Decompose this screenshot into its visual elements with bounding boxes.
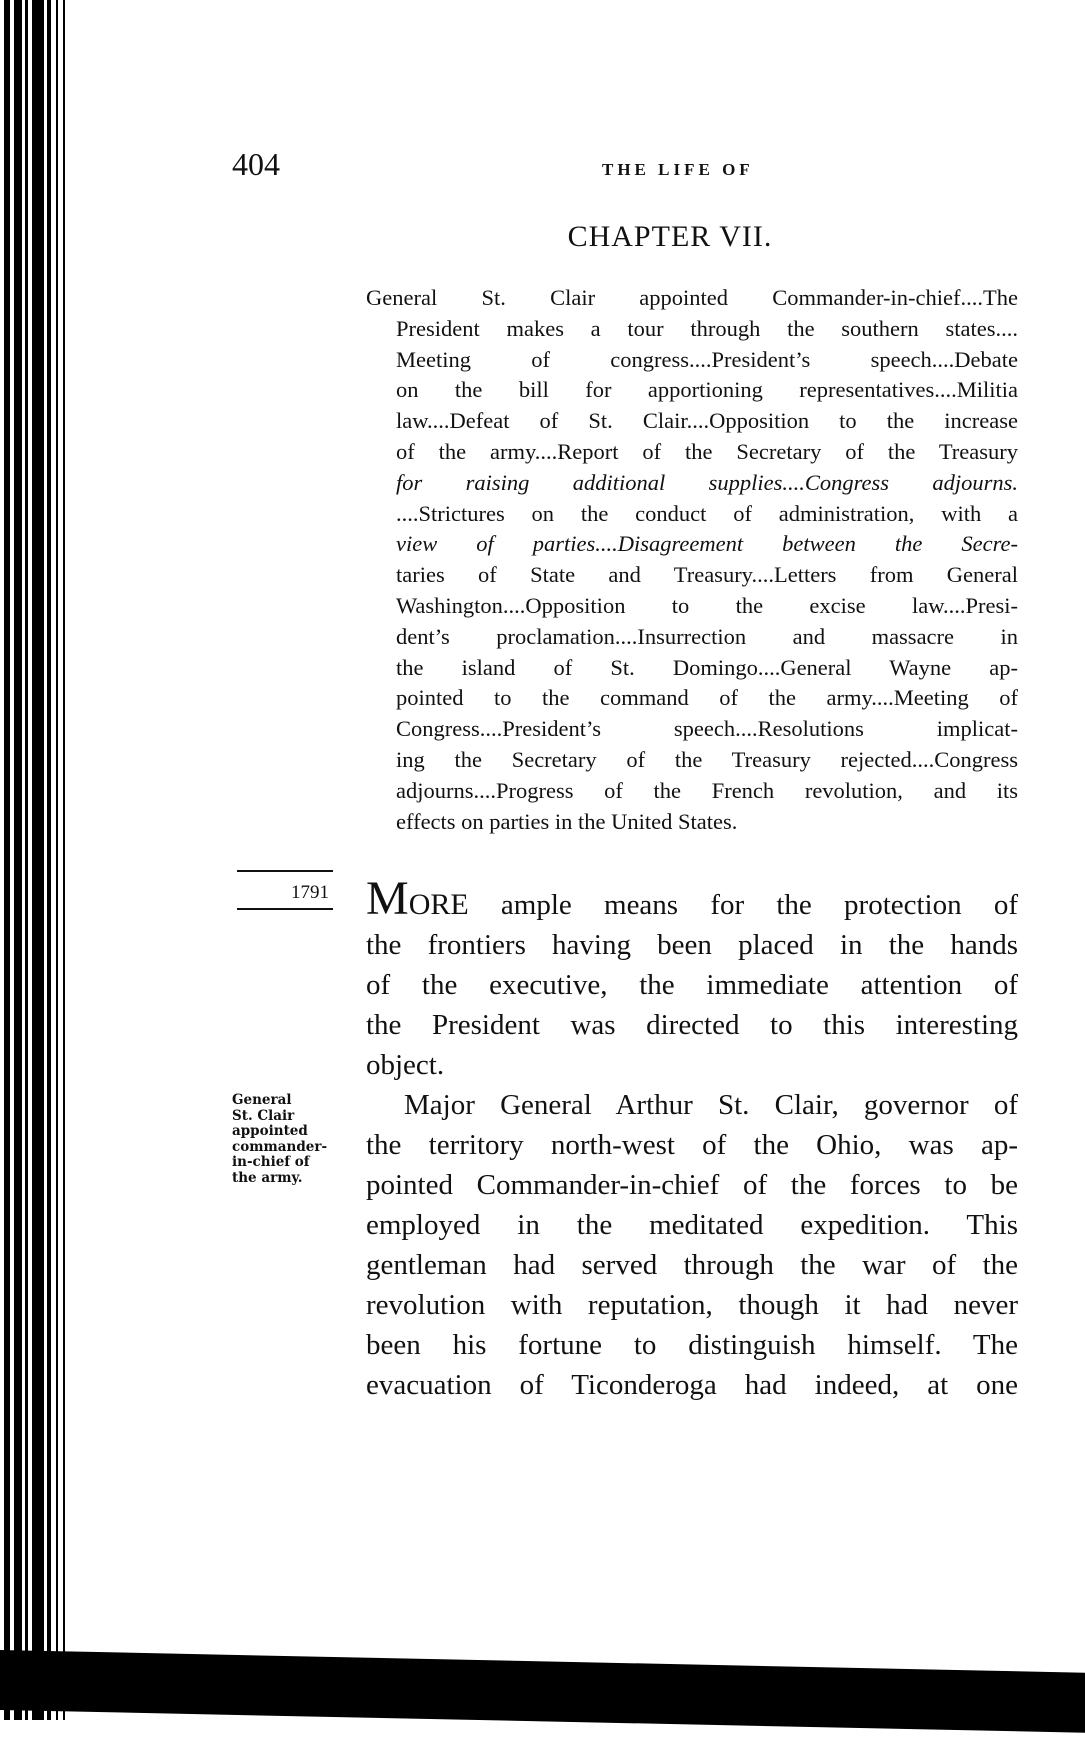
summary-line: on the bill for apportioning representatives....Militia: [396, 377, 1018, 403]
margin-note: [232, 1093, 332, 1186]
drop-cap: M: [366, 872, 409, 925]
margin-year: [237, 870, 333, 910]
summary-line: law....Defeat of St. Clair....Opposition to the increase: [396, 408, 1018, 434]
summary-line: view of parties....Disagreement between the Secre-: [396, 531, 1018, 557]
first-line-rest: ample means for the protection of: [468, 889, 1018, 921]
chapter-title: CHAPTER VII.: [567, 220, 773, 253]
summary-line: for raising additional supplies....Congress adjourns.: [396, 469, 1018, 495]
body-line: Major General Arthur St. Clair, governor of: [404, 1089, 1018, 1121]
summary-line: General St. Clair appointed Commander-in-chief....The: [366, 285, 1018, 310]
small-caps-word: ORE: [408, 888, 469, 921]
summary-line: ....Strictures on the conduct of administration, with a: [396, 500, 1018, 526]
summary-line: of the army....Report of the Secretary of the Treasury: [396, 438, 1018, 464]
year-label: 1791: [291, 882, 329, 903]
body-line: employed in the meditated expedition. This: [366, 1209, 1018, 1241]
margin-note-line: commander-: [232, 1138, 328, 1155]
page-number: 404: [232, 146, 280, 182]
body-line: pointed Commander-in-chief of the forces to be: [366, 1169, 1018, 1201]
body-text: [366, 872, 1018, 1405]
summary-line: Congress....President’s speech....Resolutions implicat-: [396, 716, 1018, 742]
margin-note-line: the army.: [232, 1169, 303, 1186]
body-line: been his fortune to distinguish himself. The: [366, 1329, 1018, 1361]
body-line: gentleman had served through the war of the: [366, 1249, 1018, 1281]
summary-line: adjourns....Progress of the French revolution, and its: [396, 777, 1018, 803]
chapter-summary: [366, 283, 1018, 837]
summary-line: the island of St. Domingo....General Wayne ap-: [396, 654, 1018, 680]
body-line: object.: [366, 1049, 445, 1081]
body-line: the territory north-west of the Ohio, was ap-: [366, 1129, 1018, 1161]
summary-line: Washington....Opposition to the excise law....Presi-: [396, 592, 1018, 618]
margin-note-line: St. Clair: [232, 1107, 295, 1124]
summary-line: pointed to the command of the army....Meeting of: [396, 685, 1018, 711]
scan-bottom-edge: [0, 1650, 1085, 1733]
summary-line: President makes a tour through the southern states....: [396, 315, 1018, 341]
margin-note-line: appointed: [232, 1123, 308, 1139]
scan-binding-edge: [0, 0, 70, 1720]
body-line: the frontiers having been placed in the hands: [366, 929, 1018, 961]
body-line: of the executive, the immediate attention of: [366, 969, 1018, 1001]
margin-note-line: General: [232, 1092, 292, 1108]
summary-line: effects on parties in the United States.: [396, 808, 738, 834]
body-line-first: [366, 872, 1018, 925]
margin-note-line: in-chief of: [232, 1154, 310, 1170]
margin-rule-top: [237, 870, 333, 872]
margin-rule-bottom: [237, 908, 333, 910]
body-line: the President was directed to this interesting: [366, 1009, 1018, 1041]
summary-line: taries of State and Treasury....Letters from General: [396, 562, 1018, 588]
body-line: revolution with reputation, though it had never: [366, 1289, 1018, 1321]
summary-line: dent’s proclamation....Insurrection and massacre in: [396, 623, 1018, 649]
running-title: THE LIFE OF: [602, 160, 754, 179]
summary-line: Meeting of congress....President’s speech....Debate: [396, 346, 1018, 372]
body-line: evacuation of Ticonderoga had indeed, at one: [366, 1369, 1018, 1401]
summary-line: ing the Secretary of the Treasury rejected....Congress: [396, 746, 1018, 772]
